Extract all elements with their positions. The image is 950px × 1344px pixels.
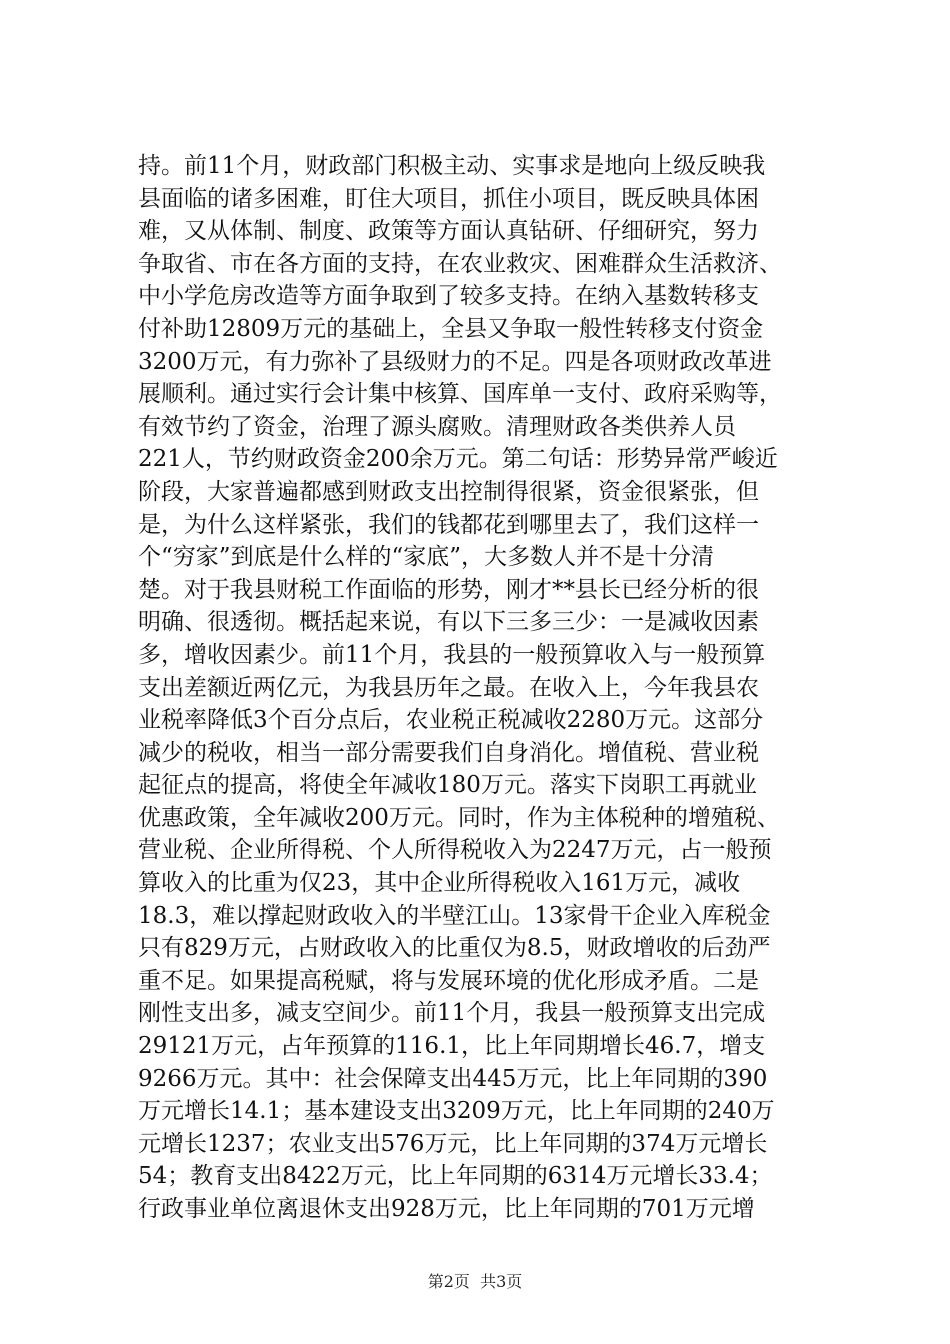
text-line: 个“穷家”到底是什么样的“家底”，大多数人并不是十分清 bbox=[138, 544, 715, 571]
text-line: 阶段，大家普遍都感到财政支出控制得很紧，资金很紧张，但 bbox=[138, 478, 759, 505]
text-line: 9266万元。其中：社会保障支出445万元，比上年同期的390 bbox=[138, 1065, 768, 1092]
text-line: 行政事业单位离退休支出928万元，比上年同期的701万元增 bbox=[138, 1196, 755, 1222]
text-line: 减少的税收，相当一部分需要我们自身消化。增值税、营业税 bbox=[138, 739, 759, 766]
text-line: 明确、很透彻。概括起来说，有以下三多三少：一是减收因素 bbox=[138, 609, 759, 636]
text-line: 业税率降低3个百分点后，农业税正税减收2280万元。这部分 bbox=[138, 707, 764, 734]
text-line: 优惠政策，全年减收200万元。同时，作为主体税种的增殖税、 bbox=[138, 804, 780, 831]
text-line: 重不足。如果提高税赋，将与发展环境的优化形成矛盾。二是 bbox=[138, 967, 759, 994]
page-number-label: 第2页 共3页 bbox=[427, 1272, 523, 1291]
text-line: 营业税、企业所得税、个人所得税收入为2247万元，占一般预 bbox=[138, 837, 772, 864]
text-line: 3200万元，有力弥补了县级财力的不足。四是各项财政改革进 bbox=[138, 348, 772, 375]
text-line: 221人，节约财政资金200余万元。第二句话：形势异常严峻近 bbox=[138, 446, 778, 473]
text-line: 18.3，难以撑起财政收入的半壁江山。13家骨干企业入库税金 bbox=[138, 902, 771, 929]
text-line: 楚。对于我县财税工作面临的形势，刚才**县长已经分析的很 bbox=[138, 576, 759, 603]
text-line: 中小学危房改造等方面争取到了较多支持。在纳入基数转移支 bbox=[138, 283, 759, 310]
text-line: 起征点的提高，将使全年减收180万元。落实下岗职工再就业 bbox=[138, 772, 757, 799]
text-line: 难，又从体制、制度、政策等方面认真钻研、仔细研究，努力 bbox=[138, 218, 759, 245]
body-text bbox=[138, 150, 838, 1226]
text-line: 29121万元，占年预算的116.1，比上年同期增长46.7，增支 bbox=[138, 1033, 766, 1060]
text-line: 县面临的诸多困难，盯住大项目，抓住小项目，既反映具体困 bbox=[138, 185, 759, 212]
text-line: 万元增长14.1；基本建设支出3209万元，比上年同期的240万 bbox=[138, 1098, 775, 1125]
text-line: 争取省、市在各方面的支持，在农业救灾、困难群众生活救济、 bbox=[138, 250, 782, 277]
text-line: 刚性支出多，减支空间少。前11个月，我县一般预算支出完成 bbox=[138, 1000, 766, 1027]
text-line: 元增长1237；农业支出576万元，比上年同期的374万元增长 bbox=[138, 1130, 768, 1157]
text-line: 展顺利。通过实行会计集中核算、国库单一支付、政府采购等， bbox=[138, 381, 782, 408]
text-line: 54；教育支出8422万元，比上年同期的6314万元增长33.4； bbox=[138, 1163, 773, 1190]
text-line: 有效节约了资金，治理了源头腐败。清理财政各类供养人员 bbox=[138, 413, 736, 440]
text-line: 只有829万元，占财政收入的比重仅为8.5，财政增收的后劲严 bbox=[138, 935, 771, 962]
text-line: 付补助12809万元的基础上，全县又争取一般性转移支付资金 bbox=[138, 315, 764, 342]
page-footer bbox=[0, 1272, 950, 1292]
text-line: 多，增收因素少。前11个月，我县的一般预算收入与一般预算 bbox=[138, 641, 766, 668]
text-line: 持。前11个月，财政部门积极主动、实事求是地向上级反映我 bbox=[138, 153, 766, 179]
text-line: 支出差额近两亿元，为我县历年之最。在收入上，今年我县农 bbox=[138, 674, 759, 701]
text-line: 是，为什么这样紧张，我们的钱都花到哪里去了，我们这样一 bbox=[138, 511, 759, 538]
text-line: 算收入的比重为仅23，其中企业所得税收入161万元，减收 bbox=[138, 870, 741, 897]
